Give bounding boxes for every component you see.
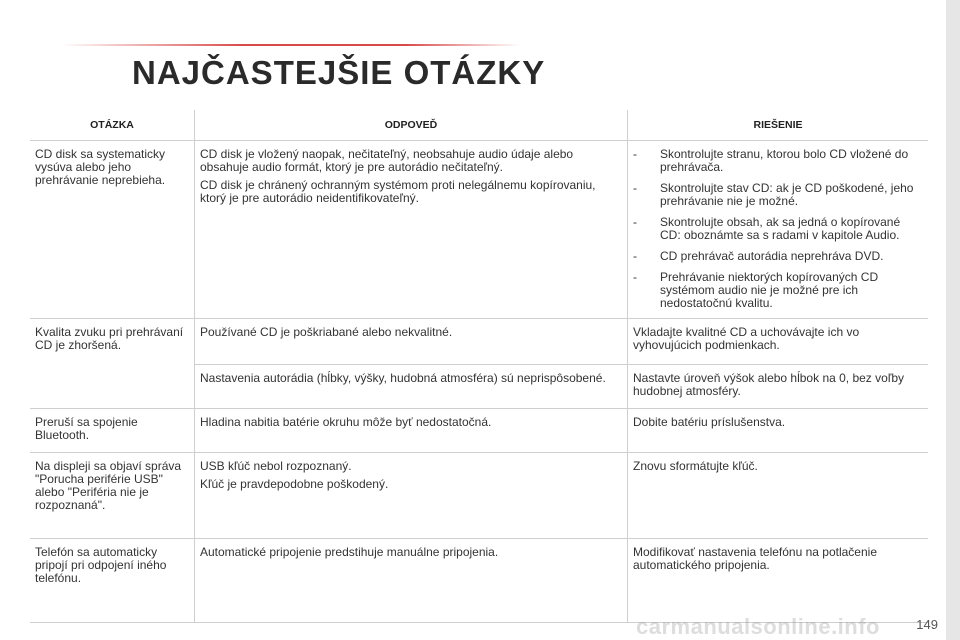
answer-cell: Hladina nabitia batérie okruhu môže byť nedostatočná.: [195, 409, 628, 453]
answer-cell: Nastavenia autorádia (hĺbky, výšky, hudobná atmosféra) sú neprispôsobené.: [195, 365, 628, 409]
column-header-solution: RIEŠENIE: [628, 110, 928, 141]
right-margin-bar: [946, 0, 960, 640]
answer-cell: [195, 453, 628, 539]
list-item: - CD prehrávač autorádia neprehráva DVD.: [633, 249, 884, 263]
answer-cell: Používané CD je poškriabané alebo nekvalitné.: [195, 319, 628, 365]
list-item: - Skontrolujte obsah, ak sa jedná o kopírované CD: oboznámte sa s radami v kapitole Audio.: [633, 215, 901, 242]
solution-cell: Znovu sformátujte kľúč.: [628, 453, 928, 539]
answer-cell: [195, 141, 628, 319]
list-item: - Skontrolujte stav CD: ak je CD poškodené, jeho prehrávanie nie je možné.: [633, 181, 914, 208]
question-cell: Na displeji sa objaví správa "Porucha periférie USB" alebo "Periféria nie je rozpoznaná".: [30, 453, 195, 539]
page-number: 149: [916, 617, 938, 632]
question-cell: CD disk sa systematicky vysúva alebo jeho prehrávanie neprebieha.: [30, 141, 195, 319]
question-cell: Preruší sa spojenie Bluetooth.: [30, 409, 195, 453]
solution-cell: Dobite batériu príslušenstva.: [628, 409, 928, 453]
answer-cell: Automatické pripojenie predstihuje manuálne pripojenia.: [195, 539, 628, 623]
table-row: [30, 141, 928, 319]
answer-text: USB kľúč nebol rozpoznaný.: [200, 459, 352, 473]
column-header-answer: ODPOVEĎ: [195, 110, 628, 141]
list-item: - Prehrávanie niektorých kopírovaných CD systémom audio nie je možné pre ich nedostatočnú kvalitu.: [633, 270, 879, 310]
solution-cell: [628, 141, 928, 319]
faq-table: [30, 110, 928, 623]
page-title: NAJČASTEJŠIE OTÁZKY: [132, 54, 546, 91]
solution-cell: Nastavte úroveň výšok alebo hĺbok na 0, bez voľby hudobnej atmosféry.: [628, 365, 928, 409]
table-row: [30, 539, 928, 623]
table-header-row: [30, 110, 928, 141]
list-item: - Skontrolujte stranu, ktorou bolo CD vložené do prehrávača.: [633, 147, 909, 174]
header-accent-line: [60, 44, 520, 46]
watermark: carmanualsonline.info: [636, 614, 880, 639]
answer-text: Kľúč je pravdepodobne poškodený.: [200, 477, 389, 491]
question-cell: Telefón sa automaticky pripojí pri odpojení iného telefónu.: [30, 539, 195, 623]
table-row: [30, 453, 928, 539]
answer-text: CD disk je chránený ochranným systémom proti nelegálnemu kopírovaniu, ktorý je pre autorádio neidentifikovateľný.: [200, 178, 596, 205]
table-row: [30, 319, 928, 365]
solution-cell: Modifikovať nastavenia telefónu na potlačenie automatického pripojenia.: [628, 539, 928, 623]
solution-list: [633, 148, 922, 310]
column-header-question: OTÁZKA: [30, 110, 195, 141]
solution-cell: Vkladajte kvalitné CD a uchovávajte ich vo vyhovujúcich podmienkach.: [628, 319, 928, 365]
question-cell: Kvalita zvuku pri prehrávaní CD je zhoršená.: [30, 319, 195, 409]
answer-text: CD disk je vložený naopak, nečitateľný, neobsahuje audio údaje alebo obsahuje audio formát, ktorý je pre autorádio nečitateľný.: [200, 147, 574, 174]
table-row: [30, 409, 928, 453]
